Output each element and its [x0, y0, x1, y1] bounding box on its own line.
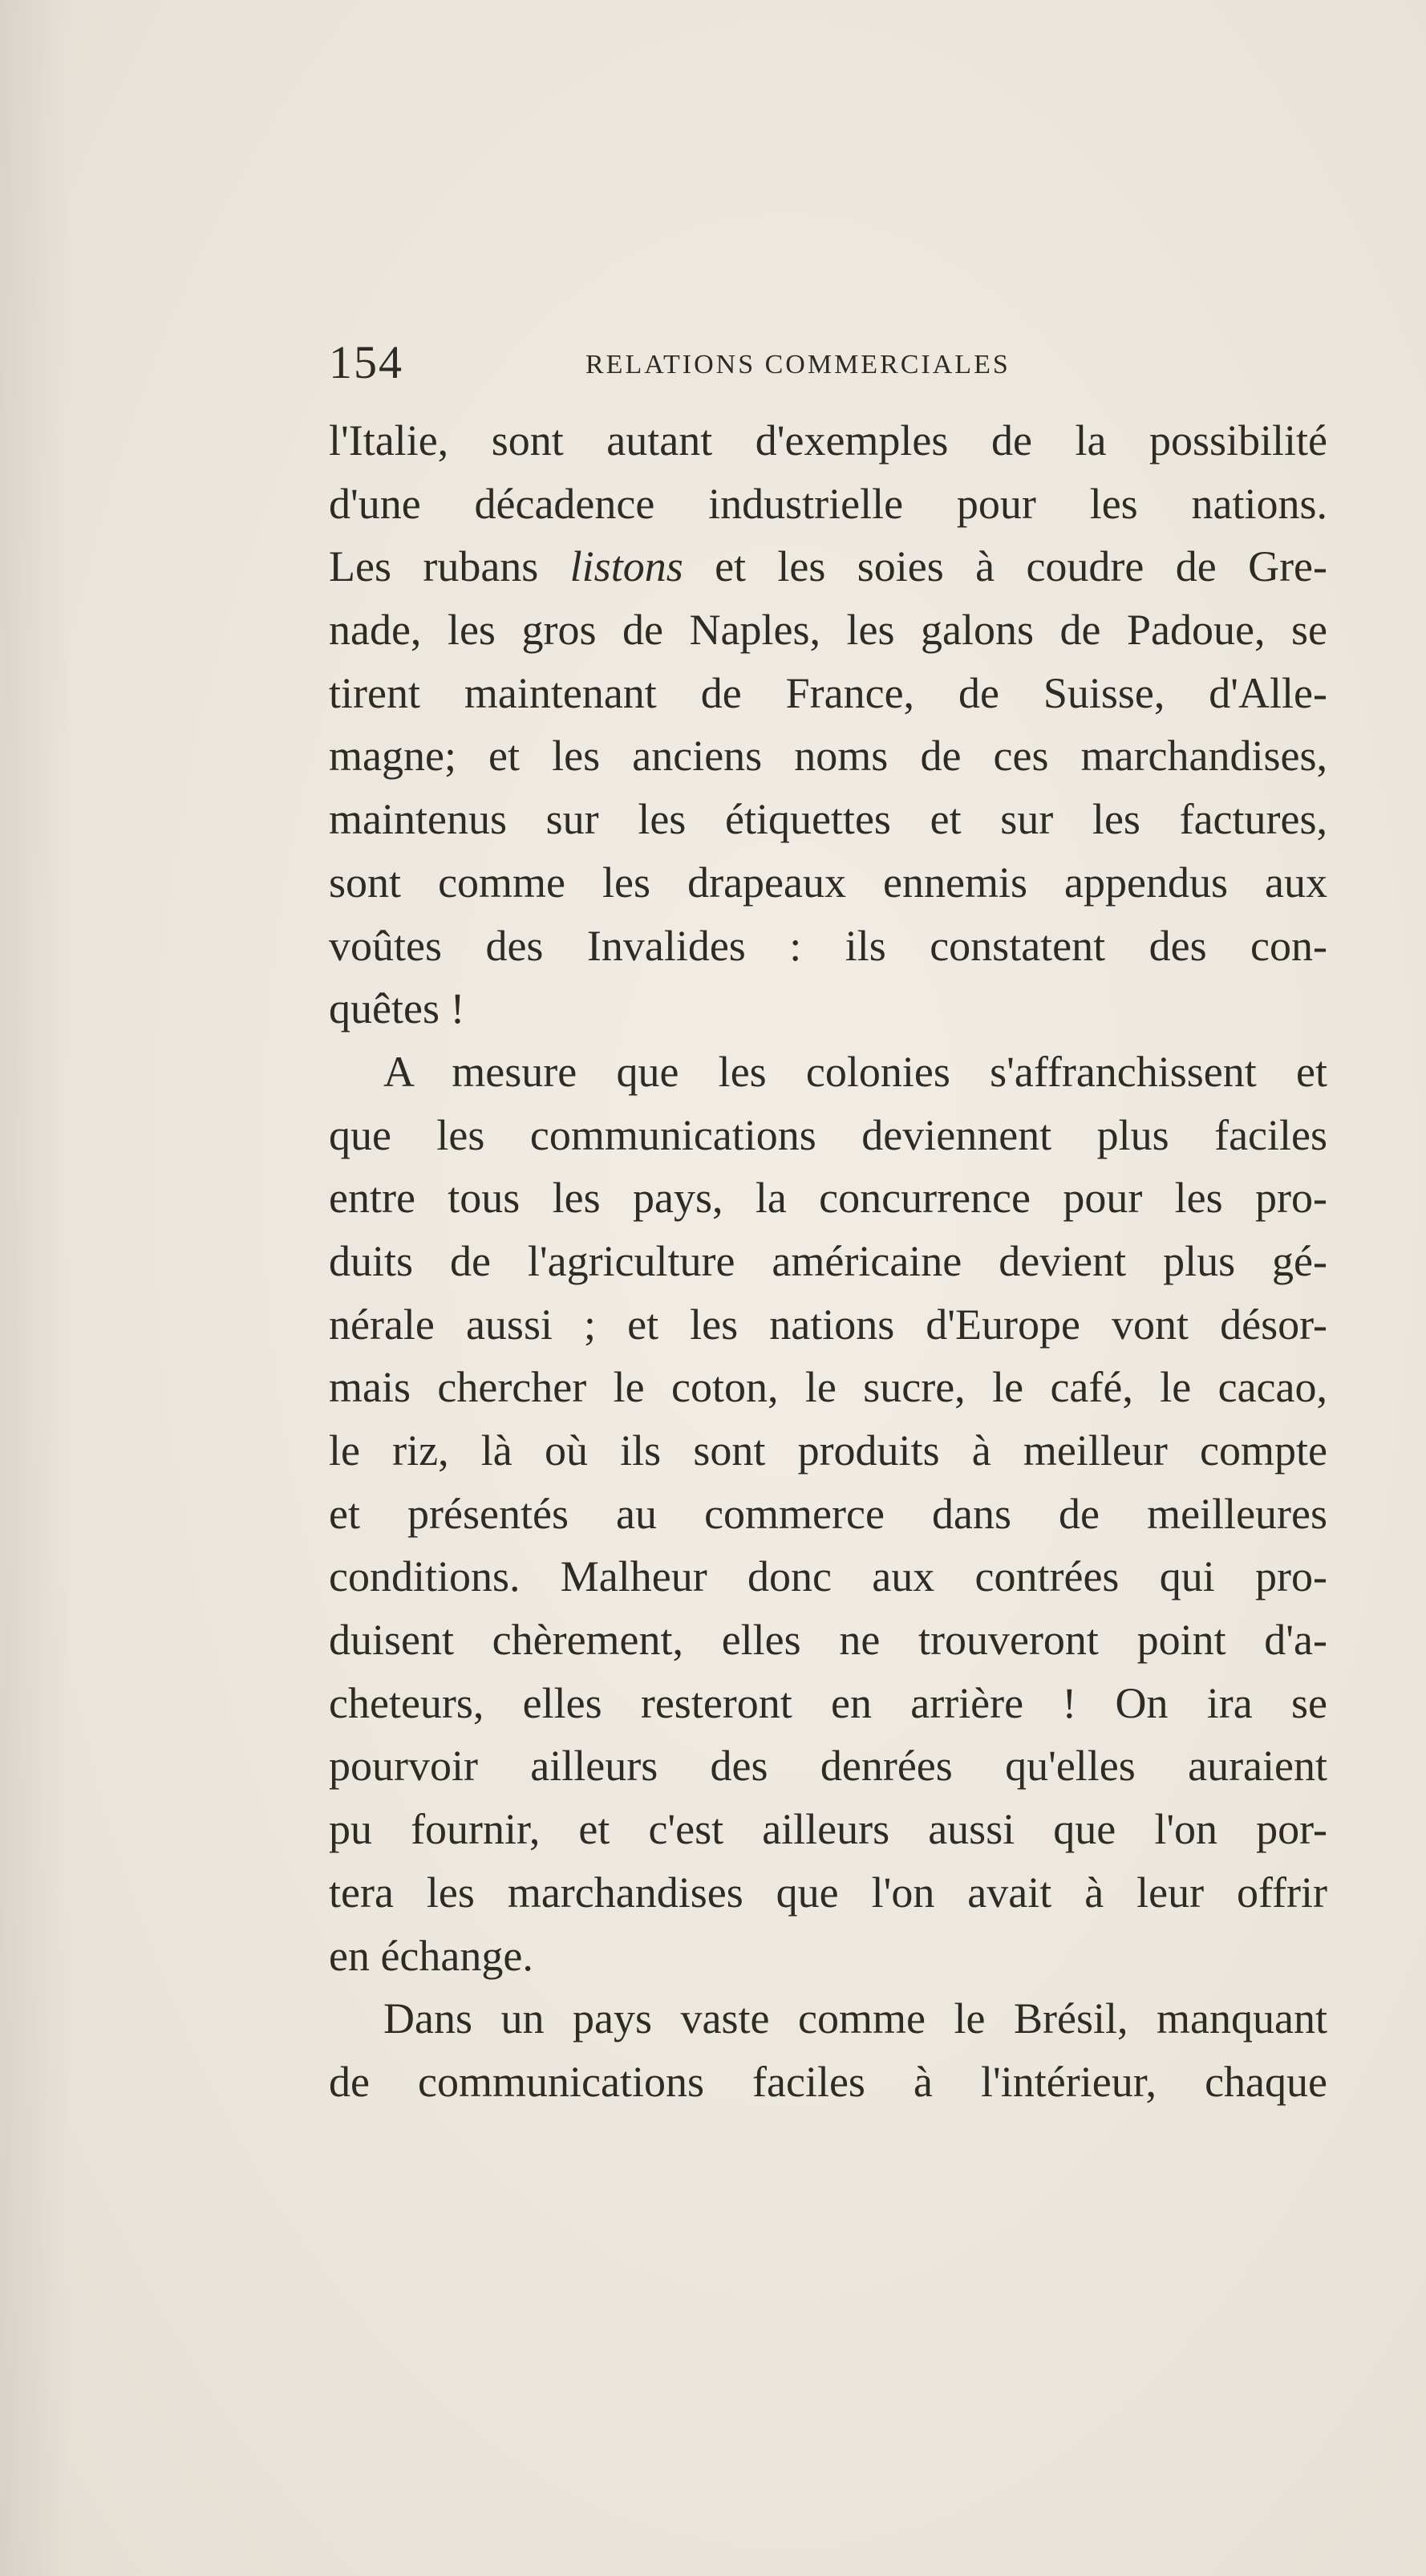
spine-shadow	[0, 0, 72, 2576]
text-line	[329, 535, 1327, 598]
text-segment: nade, les gros de Naples, les galons de Padoue, se	[329, 606, 1327, 655]
text-segment: A mesure que les colonies s'affranchissent et	[383, 1047, 1327, 1096]
text-line	[329, 851, 1327, 915]
text-segment: maintenus sur les étiquettes et sur les factures,	[329, 795, 1327, 844]
text-line	[329, 977, 1327, 1041]
text-line	[329, 1041, 1327, 1104]
text-segment: Les rubans	[329, 542, 570, 591]
text-segment: pourvoir ailleurs des denrées qu'elles auraient	[329, 1742, 1327, 1791]
text-line	[329, 1166, 1327, 1230]
text-line	[329, 409, 1327, 473]
text-line	[329, 1483, 1327, 1546]
text-segment: nérale aussi ; et les nations d'Europe vont désor-	[329, 1300, 1327, 1349]
text-segment: quêtes !	[329, 984, 465, 1033]
text-segment: voûtes des Invalides : ils constatent des con-	[329, 921, 1327, 970]
text-line	[329, 788, 1327, 851]
text-segment: Dans un pays vaste comme le Brésil, manquant	[383, 1994, 1327, 2043]
text-segment: conditions. Malheur donc aux contrées qui pro-	[329, 1552, 1327, 1601]
text-segment: cheteurs, elles resteront en arrière ! On ira se	[329, 1678, 1327, 1727]
text-line	[329, 1608, 1327, 1672]
text-segment: et présentés au commerce dans de meilleures	[329, 1489, 1327, 1538]
text-segment: que les communications deviennent plus faciles	[329, 1110, 1327, 1159]
page-number: 154	[329, 336, 403, 388]
page-header	[329, 335, 1323, 391]
text-segment: magne; et les anciens noms de ces marchandises,	[329, 732, 1327, 781]
text-line	[329, 1925, 1327, 1988]
text-line	[329, 2051, 1327, 2114]
text-line	[329, 662, 1327, 725]
text-segment: tera les marchandises que l'on avait à leur offrir	[329, 1868, 1327, 1917]
italic-word: listons	[569, 542, 683, 591]
text-line	[329, 1672, 1327, 1735]
text-line	[329, 1987, 1327, 2051]
text-line	[329, 1861, 1327, 1925]
text-segment: d'une décadence industrielle pour les nations.	[329, 479, 1327, 528]
text-segment: duisent chèrement, elles ne trouveront point d'a-	[329, 1616, 1327, 1665]
text-line	[329, 1356, 1327, 1419]
text-segment: sont comme les drapeaux ennemis appendus aux	[329, 858, 1327, 907]
text-line	[329, 1104, 1327, 1167]
text-line	[329, 1798, 1327, 1861]
text-line	[329, 1230, 1327, 1293]
text-segment: en échange.	[329, 1931, 533, 1980]
text-segment: pu fournir, et c'est ailleurs aussi que l'on por-	[329, 1805, 1327, 1854]
text-segment: tirent maintenant de France, de Suisse, d'Alle-	[329, 668, 1327, 717]
text-segment: de communications faciles à l'intérieur, chaque	[329, 2057, 1327, 2106]
text-line	[329, 1734, 1327, 1798]
text-segment: mais chercher le coton, le sucre, le café, le cacao,	[329, 1363, 1327, 1412]
text-line	[329, 1293, 1327, 1357]
text-line	[329, 1419, 1327, 1483]
text-segment: le riz, là où ils sont produits à meilleur compte	[329, 1426, 1327, 1475]
text-line	[329, 1545, 1327, 1608]
body-text	[329, 409, 1327, 2114]
text-line	[329, 724, 1327, 788]
text-line	[329, 473, 1327, 536]
text-segment: duits de l'agriculture américaine devient plus gé-	[329, 1236, 1327, 1285]
text-line	[329, 915, 1327, 978]
text-segment: l'Italie, sont autant d'exemples de la possibilité	[329, 416, 1327, 464]
text-line	[329, 598, 1327, 662]
running-title: RELATIONS COMMERCIALES	[585, 350, 1011, 379]
text-segment: et les soies à coudre de Gre-	[683, 542, 1327, 591]
text-segment: entre tous les pays, la concurrence pour les pro-	[329, 1174, 1327, 1223]
